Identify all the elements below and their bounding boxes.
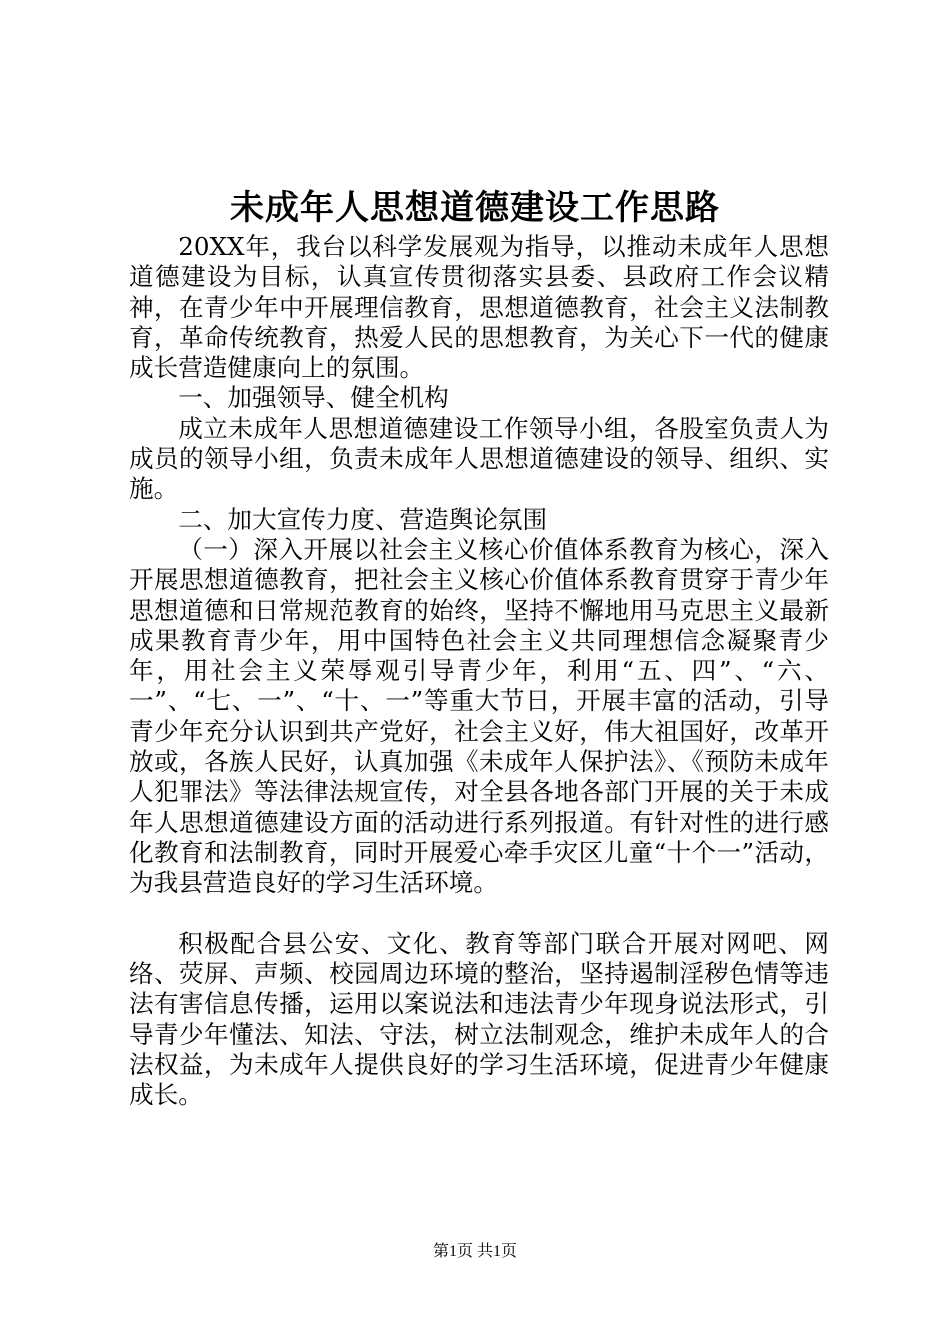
section-2-paragraph-1: （一）深入开展以社会主义核心价值体系教育为核心，深入开展思想道德教育，把社会主义核心价值体系教育贯穿于青少年思想道德和日常规范教育的始终，坚持不懈地用马克思主义最新成果教育青少年，用中国特色社会主义共同理想信念凝聚青少年，用社会主义荣辱观引导青少年，利用“五、四”、“六、一”、“七、一”、“十、一”等重大节日，开展丰富的活动，引导青少年充分认识到共产党好，社会主义好，伟大祖国好，改革开放或，各族人民好，认真加强《未成年人保护法》、《预防未成年人犯罪法》等法律法规宣传，对全县各地各部门开展的关于未成年人思想道德建设方面的活动进行系列报道。有针对性的进行感化教育和法制教育，同时开展爱心牵手灾区儿童“十个一”活动，为我县营造良好的学习生活环境。 — [129, 534, 829, 898]
page-footer: 第1页 共1页 — [432, 1243, 517, 1260]
document-body — [129, 232, 829, 1111]
section-2-paragraph-2: 积极配合县公安、文化、教育等部门联合开展对网吧、网络、荧屏、声频、校园周边环境的整治，坚持遏制淫秽色情等违法有害信息传播，运用以案说法和违法青少年现身说法形式，引导青少年懂法、知法、守法，树立法制观念，维护未成年人的合法权益，为未成年人提供良好的学习生活环境，促进青少年健康成长。 — [129, 928, 829, 1110]
document-title: 未成年人思想道德建设工作思路 — [230, 188, 720, 228]
section-heading-2: 二、加大宣传力度、营造舆论氛围 — [178, 504, 548, 534]
section-1-paragraph: 成立未成年人思想道德建设工作领导小组，各股室负责人为成员的领导小组，负责未成年人思想道德建设的领导、组织、实施。 — [129, 413, 829, 504]
section-heading-1: 一、加强领导、健全机构 — [178, 383, 449, 413]
intro-paragraph: 20XX年，我台以科学发展观为指导，以推动未成年人思想道德建设为目标，认真宣传贯彻落实县委、县政府工作会议精神，在青少年中开展理信教育，思想道德教育，社会主义法制教育，革命传统教育，热爱人民的思想教育，为关心下一代的健康成长营造健康向上的氛围。 — [129, 232, 829, 383]
blank-line — [129, 899, 829, 929]
